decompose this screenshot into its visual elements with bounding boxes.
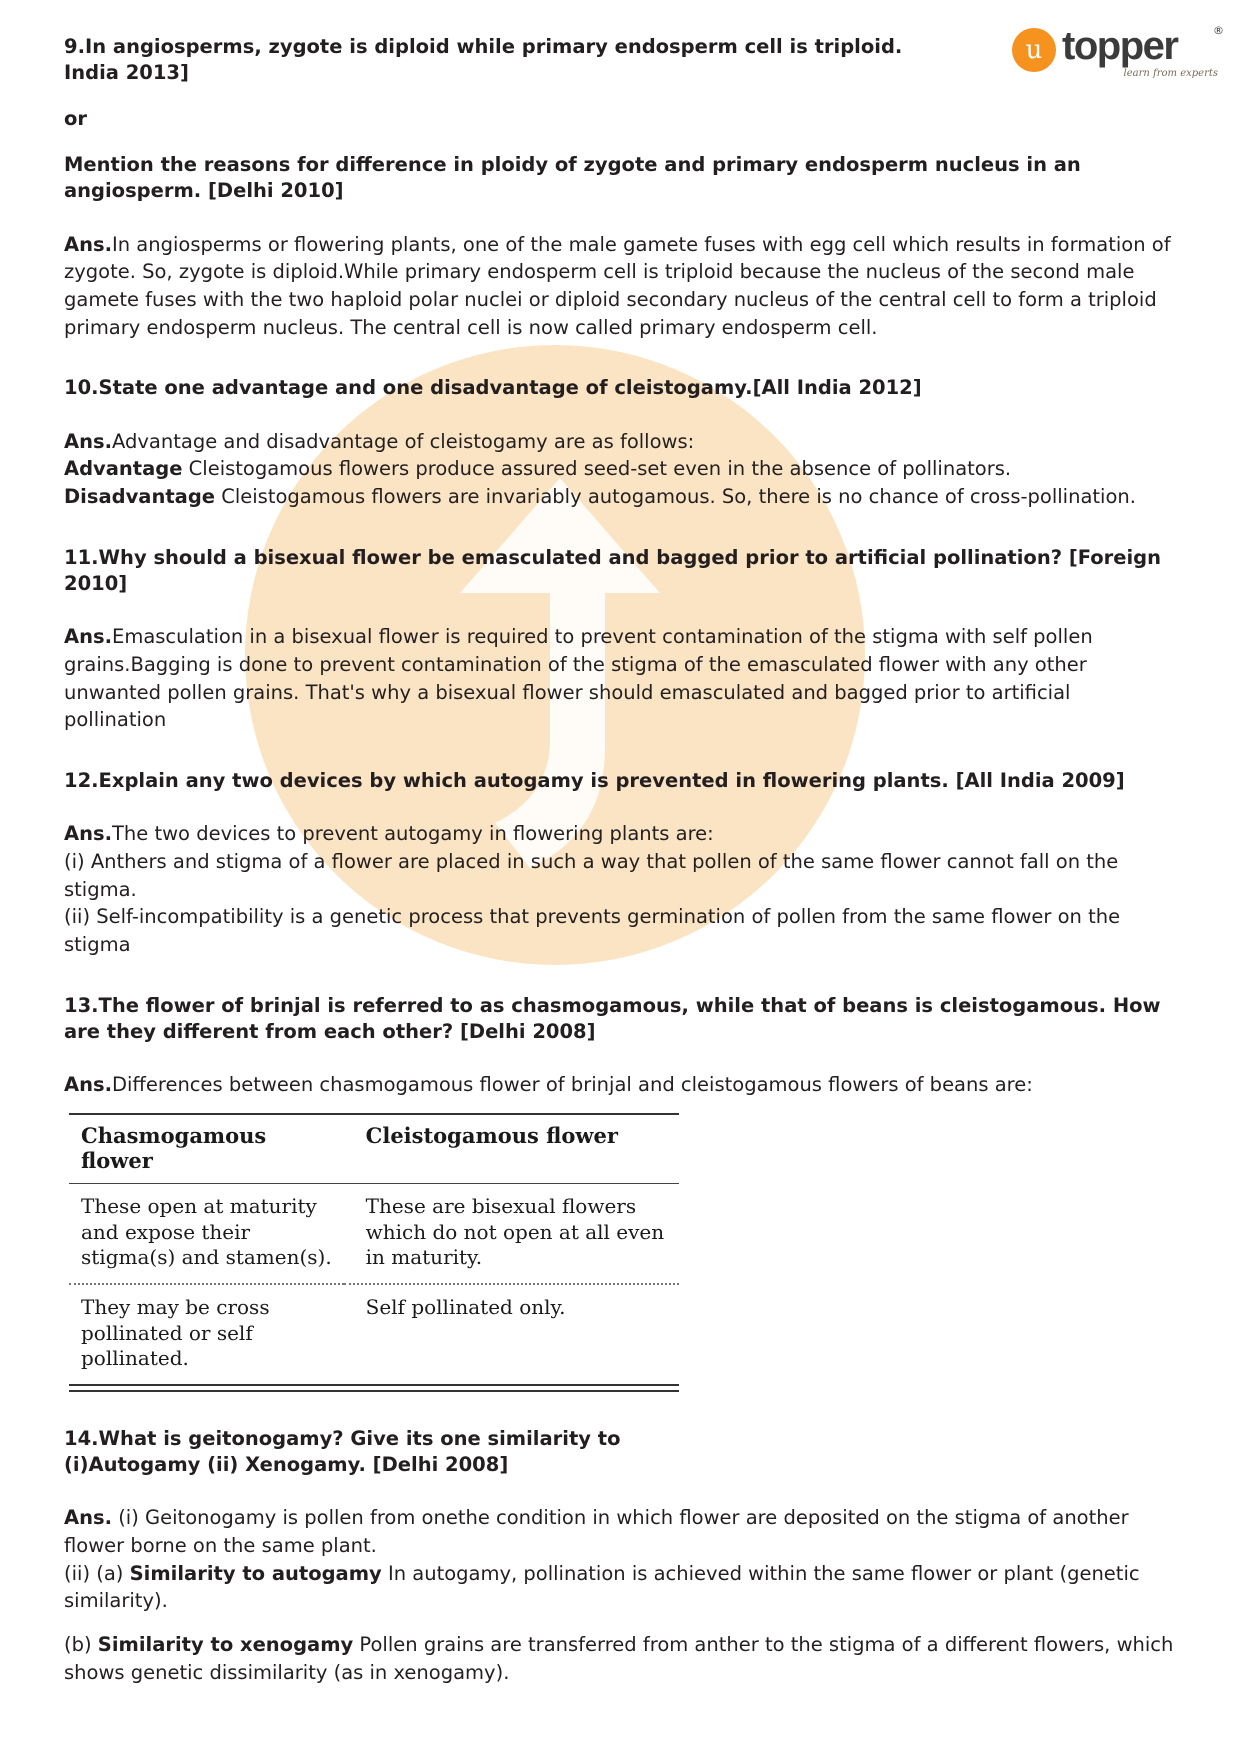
- answer-14-part-ii: [64, 1560, 1178, 1615]
- question-12-text: Explain any two devices by which autogamy is prevented in flowering plants. [All India 2009]: [98, 769, 1125, 793]
- table-cell: These are bisexual flowers which do not open at all even in maturity.: [344, 1184, 679, 1284]
- document-content: [64, 34, 1178, 1686]
- question-14: [64, 1426, 1178, 1452]
- answer-9: [64, 231, 1178, 342]
- advantage-label: Advantage: [64, 457, 183, 481]
- answer-10-intro: [64, 428, 1178, 456]
- answer-9-text: In angiosperms or flowering plants, one of the male gamete fuses with egg cell which results in formation of zygote. So, zygote is diploid.While primary endosperm cell is triploid because the nucleus of the second male gamete fuses with the two haploid polar nuclei or diploid secondary nucleus of the central cell to form a triploid primary endosperm nucleus. The central cell is now called primary endosperm cell.: [64, 232, 1171, 339]
- similarity-to-autogamy-label: Similarity to autogamy: [129, 1561, 382, 1585]
- answer-10-intro-text: Advantage and disadvantage of cleistogamy are as follows:: [112, 429, 695, 453]
- answer-10-label: Ans.: [64, 429, 112, 453]
- similarity-to-xenogamy-text: Pollen grains are transferred from anther to the stigma of a different flowers, which shows genetic dissimilarity (as in xenogamy).: [64, 1633, 1174, 1684]
- answer-14-part-ii-prefix: (ii) (a): [64, 1561, 130, 1585]
- question-11-number: 11.: [64, 545, 99, 569]
- question-14-line2: (i)Autogamy (ii) Xenogamy. [Delhi 2008]: [64, 1453, 509, 1476]
- question-9-alt: Mention the reasons for difference in ploidy of zygote and primary endosperm nucleus in an angiosperm. [Delhi 2010]: [64, 152, 1081, 203]
- comparison-table-wrapper: [69, 1113, 679, 1392]
- answer-13-label: Ans.: [64, 1073, 112, 1097]
- answer-14-part-i: [64, 1504, 1178, 1559]
- question-13-text: The flower of brinjal is referred to as chasmogamous, while that of beans is cleistogamous. How are they different from each other? [Delhi 2008]: [64, 993, 1161, 1044]
- question-14-number: 14.: [64, 1426, 99, 1450]
- answer-13: [64, 1071, 1178, 1099]
- question-13: [64, 993, 1178, 1046]
- question-11-text: Why should a bisexual flower be emasculated and bagged prior to artificial pollination? [Foreign 2010]: [64, 545, 1162, 595]
- table-row: [69, 1184, 679, 1284]
- logo-wordmark: topper: [1062, 24, 1178, 68]
- similarity-to-xenogamy-label: Similarity to xenogamy: [97, 1633, 354, 1657]
- table-cell: They may be cross pollinated or self pollinated.: [81, 1294, 270, 1371]
- table-cell: Self pollinated only.: [365, 1294, 566, 1319]
- comparison-table: [69, 1115, 679, 1384]
- question-9-number: 9.: [64, 35, 85, 58]
- answer-14-part-i-text: (i) Geitonogamy is pollen from onethe condition in which flower are deposited on the stigma of another flower borne on the same plant.: [64, 1506, 1129, 1557]
- table-header-row: [69, 1115, 679, 1184]
- answer-14-label: Ans.: [64, 1506, 112, 1530]
- answer-12-point-2: (ii) Self-incompatibility is a genetic process that prevents germination of pollen from the same flower on the stigma: [64, 905, 1121, 957]
- disadvantage-label: Disadvantage: [64, 485, 216, 508]
- question-12-number: 12.: [64, 769, 99, 793]
- logo-tagline: learn from experts: [1123, 68, 1218, 79]
- answer-14-part-b-prefix: (b): [64, 1633, 98, 1657]
- table-cell: These open at maturity and expose their stigma(s) and stamen(s).: [69, 1184, 344, 1284]
- question-9-text: In angiosperms, zygote is diploid while primary endosperm cell is triploid.: [84, 35, 903, 58]
- answer-11: [64, 623, 1178, 734]
- question-10: [64, 375, 1178, 401]
- question-9-or: or: [64, 107, 88, 131]
- advantage-text: Cleistogamous flowers produce assured seed-set even in the absence of pollinators.: [182, 457, 1012, 481]
- question-14-text: What is geitonogamy? Give its one similarity to: [98, 1426, 621, 1450]
- answer-10-disadvantage: [64, 483, 1178, 511]
- answer-12-intro: [64, 820, 1178, 848]
- question-9: [64, 34, 1178, 60]
- answer-11-text: Emasculation in a bisexual flower is required to prevent contamination of the stigma with self pollen grains.Bagging is done to prevent contamination of the stigma of the emasculated flower with any other unwanted pollen grains. That's why a bisexual flower should emasculated and bagged prior to artificial pollination: [64, 625, 1093, 732]
- topper-logo: [1012, 22, 1222, 84]
- question-10-text: State one advantage and one disadvantage of cleistogamy.[All India 2012]: [98, 376, 922, 400]
- answer-9-label: Ans.: [64, 232, 112, 256]
- table-header-chasmogamous: Chasmogamous flower: [69, 1115, 344, 1184]
- logo-u-letter: u: [1025, 35, 1043, 65]
- answer-10-advantage: [64, 455, 1178, 483]
- answer-13-text: Differences between chasmogamous flower of brinjal and cleistogamous flowers of beans are:: [112, 1073, 1033, 1097]
- answer-11-label: Ans.: [64, 625, 112, 649]
- similarity-to-autogamy-text: In autogamy, pollination is achieved within the same flower or plant (genetic similarity).: [64, 1561, 1140, 1613]
- registered-mark: ®: [1213, 24, 1224, 37]
- question-13-number: 13.: [64, 993, 99, 1017]
- question-10-number: 10.: [64, 376, 99, 400]
- question-9-line2: India 2013]: [64, 61, 189, 85]
- table-row: [69, 1284, 679, 1384]
- disadvantage-text: Cleistogamous flowers are invariably autogamous. So, there is no chance of cross-pollination.: [215, 485, 1136, 508]
- question-11: [64, 545, 1178, 598]
- answer-12-intro-text: The two devices to prevent autogamy in flowering plants are:: [112, 822, 714, 846]
- table-bottom-rule: [69, 1384, 679, 1392]
- answer-12-point-1: (i) Anthers and stigma of a flower are placed in such a way that pollen of the same flower cannot fall on the stigma.: [64, 850, 1119, 901]
- answer-12-label: Ans.: [64, 822, 112, 846]
- answer-14-part-b: [64, 1631, 1178, 1686]
- table-header-cleistogamous: Cleistogamous flower: [344, 1115, 679, 1184]
- question-12: [64, 768, 1178, 794]
